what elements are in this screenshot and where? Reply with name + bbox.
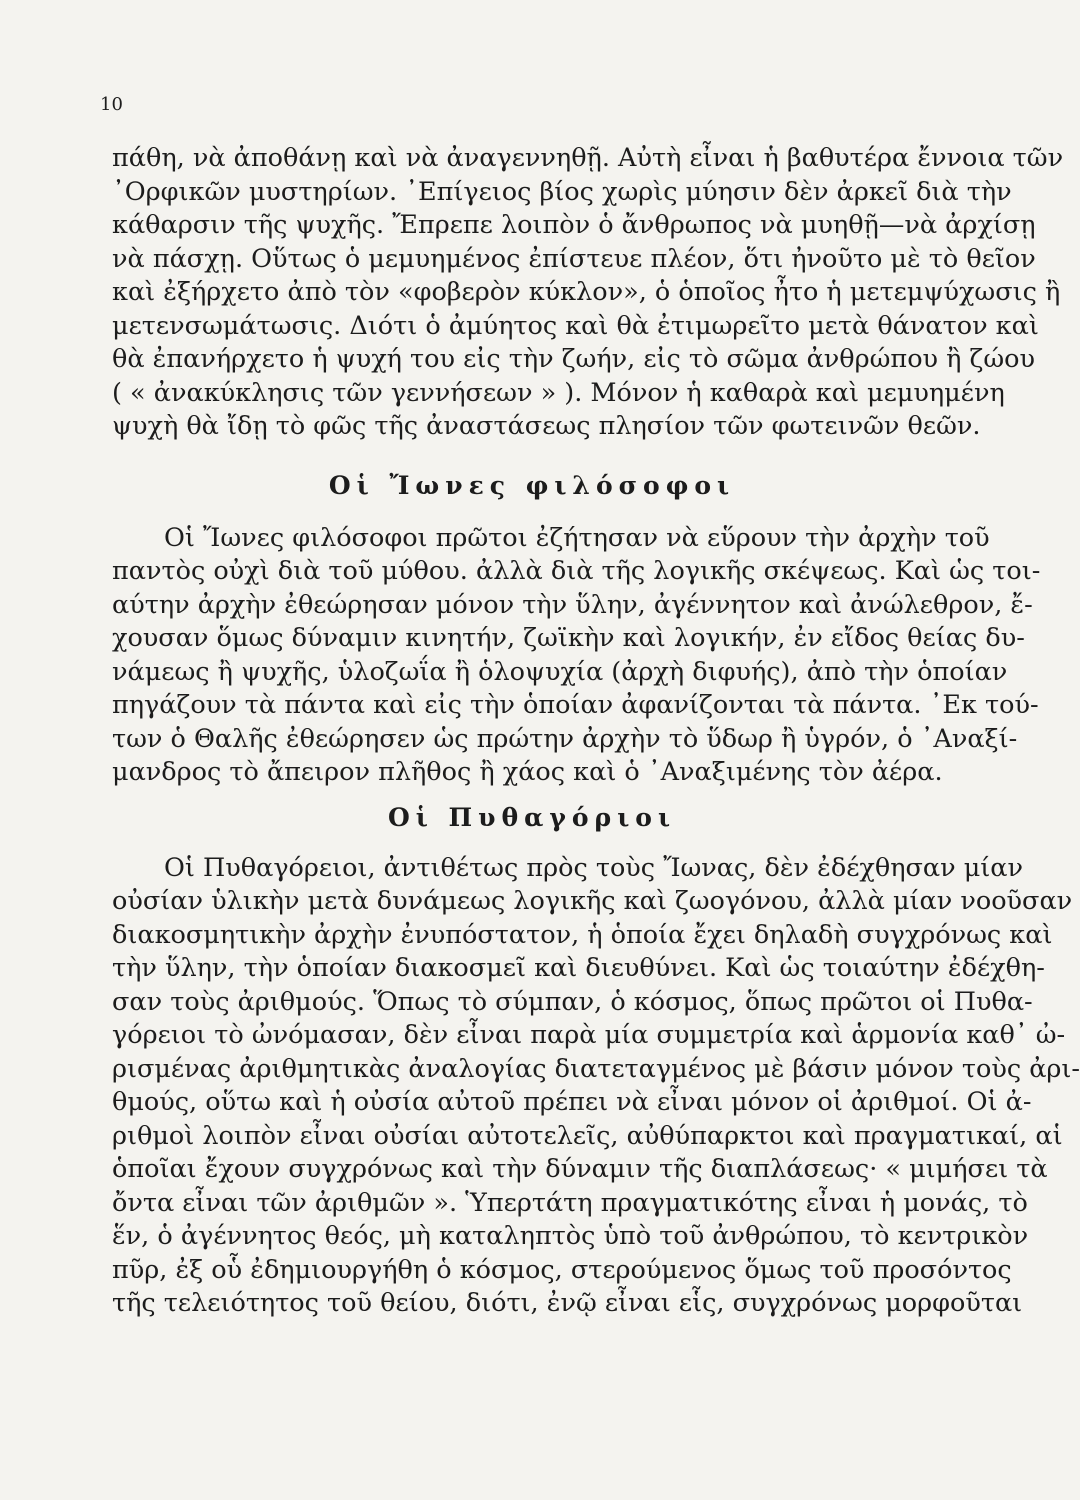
- text-line: διακοσμητικὴν ἀρχὴν ἐνυπόστατον, ἡ ὁποία ἔχει δηλαδὴ συγχρόνως καὶ: [112, 919, 1053, 950]
- pythagorean-paragraph: [112, 852, 1080, 1321]
- text-line: ἕν, ὁ ἀγέννητος θεός, μὴ καταληπτὸς ὑπὸ τοῦ ἀνθρώπου, τὸ κεντρικὸν: [112, 1221, 1029, 1251]
- page-number: 10: [100, 94, 123, 115]
- text-line: αύτην ἀρχὴν ἐθεώρησαν μόνον τὴν ὕλην, ἀγέννητον καὶ ἀνώλεθρον, ἔ-: [112, 589, 1033, 620]
- text-line: μετενσωμάτωσις. Διότι ὁ ἀμύητος καὶ θὰ ἐτιμωρεῖτο μετὰ θάνατον καὶ: [112, 310, 1039, 341]
- text-line: κάθαρσιν τῆς ψυχῆς. Ἔπρεπε λοιπὸν ὁ ἄνθρωπος νὰ μυηθῇ—νὰ ἀρχίσῃ: [112, 210, 1036, 240]
- text-line: μανδρος τὸ ἄπειρον πλῆθος ἢ χάος καὶ ὁ ᾿Αναξιμένης τὸν ἀέρα.: [112, 757, 943, 787]
- text-line: Οἱ Πυθαγόρειοι, ἀντιθέτως πρὸς τοὺς Ἴωνας, δὲν ἐδέχθησαν μίαν: [164, 852, 1024, 883]
- text-line: ᾿Ορφικῶν μυστηρίων. ᾿Επίγειος βίος χωρὶς μύησιν δὲν ἀρκεῖ διὰ τὴν: [112, 176, 1012, 207]
- text-line: χουσαν ὅμως δύναμιν κινητήν, ζωϊκὴν καὶ λογικήν, ἐν εἴδος θείας δυ-: [112, 623, 1025, 653]
- text-line: πηγάζουν τὰ πάντα καὶ εἰς τὴν ὁποίαν ἀφανίζονται τὰ πάντα. ᾿Εκ τού-: [112, 690, 1039, 720]
- text-line: Οἱ Ἴωνες φιλόσοφοι πρῶτοι ἐζήτησαν νὰ εὕρουν τὴν ἀρχὴν τοῦ: [164, 522, 990, 553]
- text-line: των ὁ Θαλῆς ἐθεώρησεν ὡς πρώτην ἀρχὴν τὸ ὕδωρ ἢ ὑγρόν, ὁ ᾿Αναξί-: [112, 723, 1018, 754]
- text-line: σαν τοὺς ἀριθμούς. Ὅπως τὸ σύμπαν, ὁ κόσμος, ὅπως πρῶτοι οἱ Πυθα-: [112, 986, 1033, 1017]
- text-line: πῦρ, ἐξ οὗ ἐδημιουργήθη ὁ κόσμος, στερούμενος ὅμως τοῦ προσόντος: [112, 1254, 1012, 1285]
- page-body: [112, 142, 1080, 1321]
- text-line: νὰ πάσχῃ. Οὕτως ὁ μεμυημένος ἐπίστευε πλέον, ὅτι ἠνοῦτο μὲ τὸ θεῖον: [112, 243, 1036, 274]
- text-line: ρισμένας ἀριθμητικὰς ἀναλογίας διατεταγμένος μὲ βάσιν μόνον τοὺς ἀρι-: [112, 1053, 1080, 1084]
- text-line: πάθη, νὰ ἀποθάνῃ καὶ νὰ ἀναγεννηθῇ. Αὐτὴ εἶναι ἡ βαθυτέρα ἔννοια τῶν: [112, 143, 1064, 173]
- section-heading-ionian-philosophers: Οἱ Ἴωνες φιλόσοφοι: [328, 470, 736, 500]
- text-line: καὶ ἐξήρχετο ἀπὸ τὸν «φοβερὸν κύκλον», ὁ ὁποῖος ἦτο ἡ μετεμψύχωσις ἢ: [112, 277, 1061, 307]
- text-line: ( « ἀνακύκλησις τῶν γεννήσεων » ). Μόνον ἡ καθαρὰ καὶ μεμυημένη: [112, 377, 1005, 408]
- text-line: τὴν ὕλην, τὴν ὁποίαν διακοσμεῖ καὶ διευθύνει. Καὶ ὡς τοιαύτην ἐδέχθη-: [112, 953, 1045, 983]
- text-line: τῆς τελειότητος τοῦ θείου, διότι, ἐνῷ εἶναι εἷς, συγχρόνως μορφοῦται: [112, 1288, 1023, 1318]
- intro-paragraph: [112, 142, 1064, 444]
- text-line: θμούς, οὕτω καὶ ἡ οὐσία αὐτοῦ πρέπει νὰ εἶναι μόνον οἱ ἀριθμοί. Οἱ ἀ-: [112, 1087, 1032, 1117]
- text-line: νάμεως ἢ ψυχῆς, ὑλοζωΐα ἢ ὁλοψυχία (ἀρχὴ διφυής), ἀπὸ τὴν ὁποίαν: [112, 656, 1008, 687]
- text-line: ψυχὴ θὰ ἴδῃ τὸ φῶς τῆς ἀναστάσεως πλησίον τῶν φωτεινῶν θεῶν.: [112, 411, 981, 441]
- text-line: ὄντα εἶναι τῶν ἀριθμῶν ». Ὑπερτάτη πραγματικότης εἶναι ἡ μονάς, τὸ: [112, 1187, 1028, 1218]
- text-line: θὰ ἐπανήρχετο ἡ ψυχή του εἰς τὴν ζωήν, εἰς τὸ σῶμα ἀνθρώπου ἢ ζώου: [112, 344, 1036, 374]
- ionian-paragraph: [112, 522, 1041, 790]
- text-line: γόρειοι τὸ ὠνόμασαν, δὲν εἶναι παρὰ μία συμμετρία καὶ ἁρμονία καθ᾿ ὠ-: [112, 1020, 1066, 1050]
- text-line: ριθμοὶ λοιπὸν εἶναι οὐσίαι αὐτοτελεῖς, αὐθύπαρκτοι καὶ πραγματικαί, αἱ: [112, 1120, 1063, 1151]
- text-line: οὐσίαν ὑλικὴν μετὰ δυνάμεως λογικῆς καὶ ζωογόνου, ἀλλὰ μίαν νοοῦσαν: [112, 886, 1073, 916]
- text-line: παντὸς οὐχὶ διὰ τοῦ μύθου. ἀλλὰ διὰ τῆς λογικῆς σκέψεως. Καὶ ὡς τοι-: [112, 556, 1041, 586]
- section-heading-pythagoreans: Οἱ Πυθαγόριοι: [387, 802, 677, 832]
- text-line: ὁποῖαι ἔχουν συγχρόνως καὶ τὴν δύναμιν τῆς διαπλάσεως· « μιμήσει τὰ: [112, 1154, 1048, 1184]
